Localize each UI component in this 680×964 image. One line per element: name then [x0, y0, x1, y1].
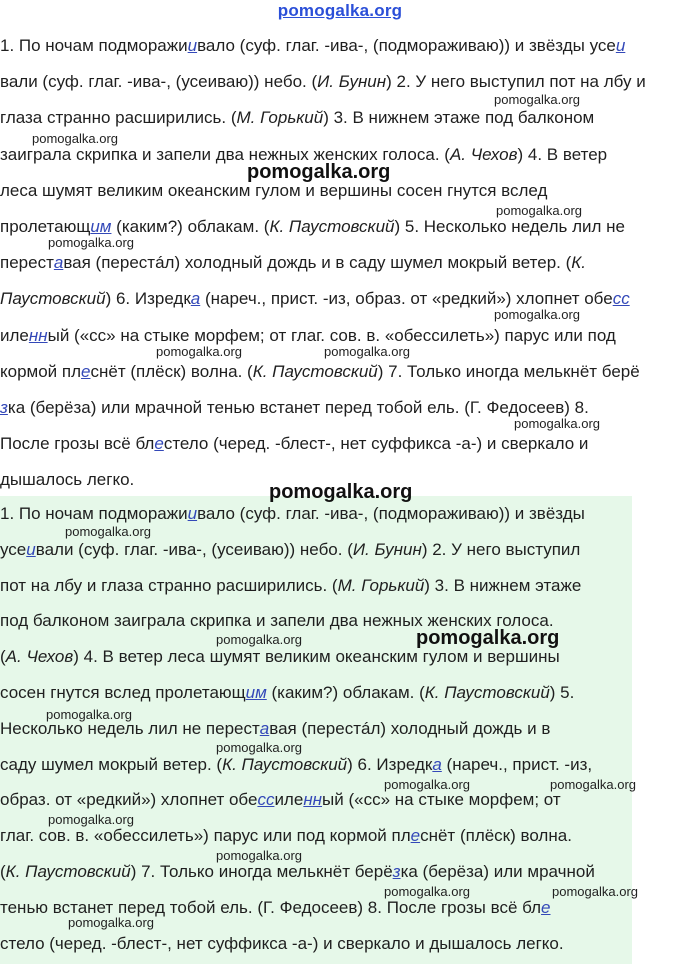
text-segment: иле [274, 790, 304, 810]
text-segment: стело (черед. -блест-, нет суффикса -а-) и сверкало и [163, 434, 589, 454]
orthogram-mark: и [187, 36, 198, 55]
text-line [0, 826, 572, 846]
watermark: pomogalka.org [416, 627, 560, 649]
text-segment: ) 3. В нижнем этаже [424, 575, 582, 595]
text-segment: ый («сс» на стыке морфем; от [322, 790, 561, 810]
text-line [0, 504, 585, 524]
site-link[interactable]: pomogalka.org [277, 1, 403, 20]
text-segment: вали (суф. глаг. -ива-, (усеиваю)) небо. ( [0, 72, 318, 92]
text-segment: глаза странно расширились. ( [0, 108, 237, 128]
text-line [0, 540, 580, 560]
text-segment: образ. от «редкий») хлопнет обе [0, 790, 258, 810]
orthogram-mark: е [154, 434, 164, 454]
text-segment: ) 6. Изредк [347, 754, 433, 774]
text-segment: ) 6. Изредк [105, 289, 191, 309]
text-line [0, 934, 564, 954]
watermark: pomogalka.org [156, 344, 242, 359]
text-segment: сосен гнутся вслед пролетающ [0, 683, 246, 702]
orthogram-mark: а [190, 289, 201, 309]
author-name: М. Горький [337, 575, 425, 595]
author-name: И. Бунин [317, 72, 387, 92]
text-segment: (нареч., прист. -из, образ. от «редкий») хлопнет обе [200, 289, 613, 309]
text-segment: пот на лбу и глаза странно расширились. ( [0, 575, 338, 595]
text-segment: ка (берёза) или мрачной [400, 862, 595, 881]
orthogram-mark: сс [612, 289, 630, 309]
orthogram-mark: им [90, 217, 112, 236]
author-name: А. Чехов [449, 144, 518, 164]
watermark: pomogalka.org [216, 740, 302, 755]
watermark: pomogalka.org [48, 235, 134, 250]
orthogram-mark: сс [257, 790, 275, 810]
orthogram-mark: и [615, 36, 626, 55]
watermark: pomogalka.org [496, 203, 582, 218]
text-segment: вая (перестáл) холодный дождь и в [269, 718, 551, 738]
text-segment: заиграла скрипка и запели два нежных женских голоса. ( [0, 144, 450, 164]
text-line [0, 790, 561, 810]
watermark: pomogalka.org [48, 812, 134, 827]
text-segment: (каким?) облакам. ( [266, 683, 425, 702]
orthogram-mark: а [259, 718, 270, 738]
watermark: pomogalka.org [68, 915, 154, 930]
orthogram-mark: е [410, 826, 421, 846]
text-segment: 1. По ночам подморажи [0, 504, 188, 523]
watermark: pomogalka.org [32, 131, 118, 146]
text-segment: ) 7. Только иногда мелькнёт берё [377, 361, 640, 381]
text-segment: ) 2. У него выступил пот на лбу и [386, 72, 646, 92]
text-segment: ) 5. Несколько недель лил не [394, 217, 625, 236]
orthogram-mark: и [26, 539, 36, 559]
orthogram-mark: з [0, 398, 8, 417]
orthogram-mark: нн [28, 325, 48, 345]
text-segment: ) 2. У него выступил [421, 539, 581, 559]
text-segment: ) 7. Только иногда мелькнёт берё [130, 862, 393, 881]
text-segment: ( [0, 862, 6, 881]
text-segment: глаг. сов. в. «обессилеть») парус или под кормой пл [0, 826, 411, 846]
text-segment: стело (черед. -блест-, нет суффикса -а-) и сверкало и дышалось легко. [0, 933, 564, 953]
orthogram-mark: а [53, 253, 64, 273]
author-name: А. Чехов [5, 647, 74, 667]
watermark: pomogalka.org [494, 92, 580, 107]
text-block-highlighted [0, 496, 632, 964]
text-segment: 1. По ночам подморажи [0, 36, 188, 55]
text-segment: вало (суф. глаг. -ива-, (подмораживаю)) и звёзды усе [197, 36, 616, 55]
watermark: pomogalka.org [46, 707, 132, 722]
watermark: pomogalka.org [550, 777, 636, 792]
text-segment: ) 4. В ветер [517, 144, 608, 164]
text-line [0, 470, 134, 490]
orthogram-mark: з [392, 862, 401, 881]
text-line [0, 326, 616, 346]
text-segment: ый («сс» на стыке морфем; от глаг. сов. в. «обессилеть») парус или под [47, 325, 616, 345]
watermark: pomogalka.org [494, 307, 580, 322]
text-segment: После грозы всё бл [0, 434, 155, 454]
watermark: pomogalka.org [324, 344, 410, 359]
text-line [0, 36, 625, 56]
watermark: pomogalka.org [65, 524, 151, 539]
text-segment: ) 4. В ветер леса шумят великим океанским гулом и вершины [73, 647, 560, 667]
author-name: К. Паустовский [424, 683, 550, 702]
text-segment: тенью встанет перед тобой ель. (Г. Федосеев) 8. После грозы всё бл [0, 897, 542, 917]
watermark: pomogalka.org [216, 632, 302, 647]
text-segment: усе [0, 539, 27, 559]
text-segment: кормой пл [0, 361, 82, 381]
text-segment: ) 5. [549, 683, 575, 702]
watermark: pomogalka.org [247, 161, 391, 183]
author-name: К. Паустовский [222, 754, 348, 774]
text-segment: леса шумят великим океанским гулом и вершины сосен гнутся вслед [0, 180, 548, 200]
text-segment: (каким?) облакам. ( [111, 217, 270, 236]
author-name: К. Паустовский [269, 217, 395, 236]
author-name: К. Паустовский [5, 862, 131, 881]
text-line [0, 253, 586, 273]
author-name: Паустовский [0, 289, 106, 309]
text-line [0, 647, 560, 667]
text-segment: снёт (плёск) волна. [420, 826, 572, 846]
text-segment: вали (суф. глаг. -ива-, (усеиваю)) небо. ( [35, 539, 353, 559]
author-name: К. Паустовский [252, 361, 378, 381]
orthogram-mark: и [187, 504, 198, 523]
watermark: pomogalka.org [514, 416, 600, 431]
watermark: pomogalka.org [216, 848, 302, 863]
text-line [0, 362, 640, 382]
text-line [0, 755, 592, 775]
text-segment: ка (берёза) или мрачной тенью встанет перед тобой ель. (Г. Федосеев) 8. [7, 398, 589, 417]
author-name: М. Горький [236, 108, 324, 128]
text-segment: вало (суф. глаг. -ива-, (подмораживаю)) и звёзды [197, 504, 585, 523]
orthogram-mark: нн [303, 790, 323, 810]
text-segment: перест [0, 253, 54, 273]
text-segment: ( [0, 647, 6, 667]
text-segment: дышалось легко. [0, 470, 135, 490]
author-name: И. Бунин [352, 539, 422, 559]
watermark: pomogalka.org [269, 481, 413, 503]
text-segment: Несколько недель лил не перест [0, 718, 260, 738]
text-segment: саду шумел мокрый ветер. ( [0, 754, 223, 774]
text-segment: иле [0, 325, 29, 345]
orthogram-mark: е [541, 897, 551, 917]
watermark: pomogalka.org [384, 884, 470, 899]
watermark: pomogalka.org [552, 884, 638, 899]
text-segment: ) 3. В нижнем этаже под балконом [323, 108, 595, 128]
text-segment: (нареч., прист. -из, [441, 754, 593, 774]
text-segment: под балконом заиграла скрипка и запели два нежных женских голоса. [0, 611, 554, 631]
text-line [0, 398, 589, 418]
text-line [0, 576, 581, 596]
text-segment: снёт (плёск) волна. ( [90, 361, 253, 381]
text-segment: вая (перестáл) холодный дождь и в саду шумел мокрый ветер. ( [63, 253, 572, 273]
author-name: К. [571, 253, 587, 273]
text-line [0, 217, 625, 237]
text-line [0, 72, 646, 92]
text-line [0, 683, 574, 703]
orthogram-mark: е [81, 361, 91, 381]
orthogram-mark: им [245, 683, 267, 702]
watermark: pomogalka.org [384, 777, 470, 792]
text-segment: пролетающ [0, 217, 91, 236]
text-line [0, 862, 595, 882]
text-line [0, 434, 588, 454]
text-line [0, 108, 594, 128]
orthogram-mark: а [432, 754, 442, 774]
